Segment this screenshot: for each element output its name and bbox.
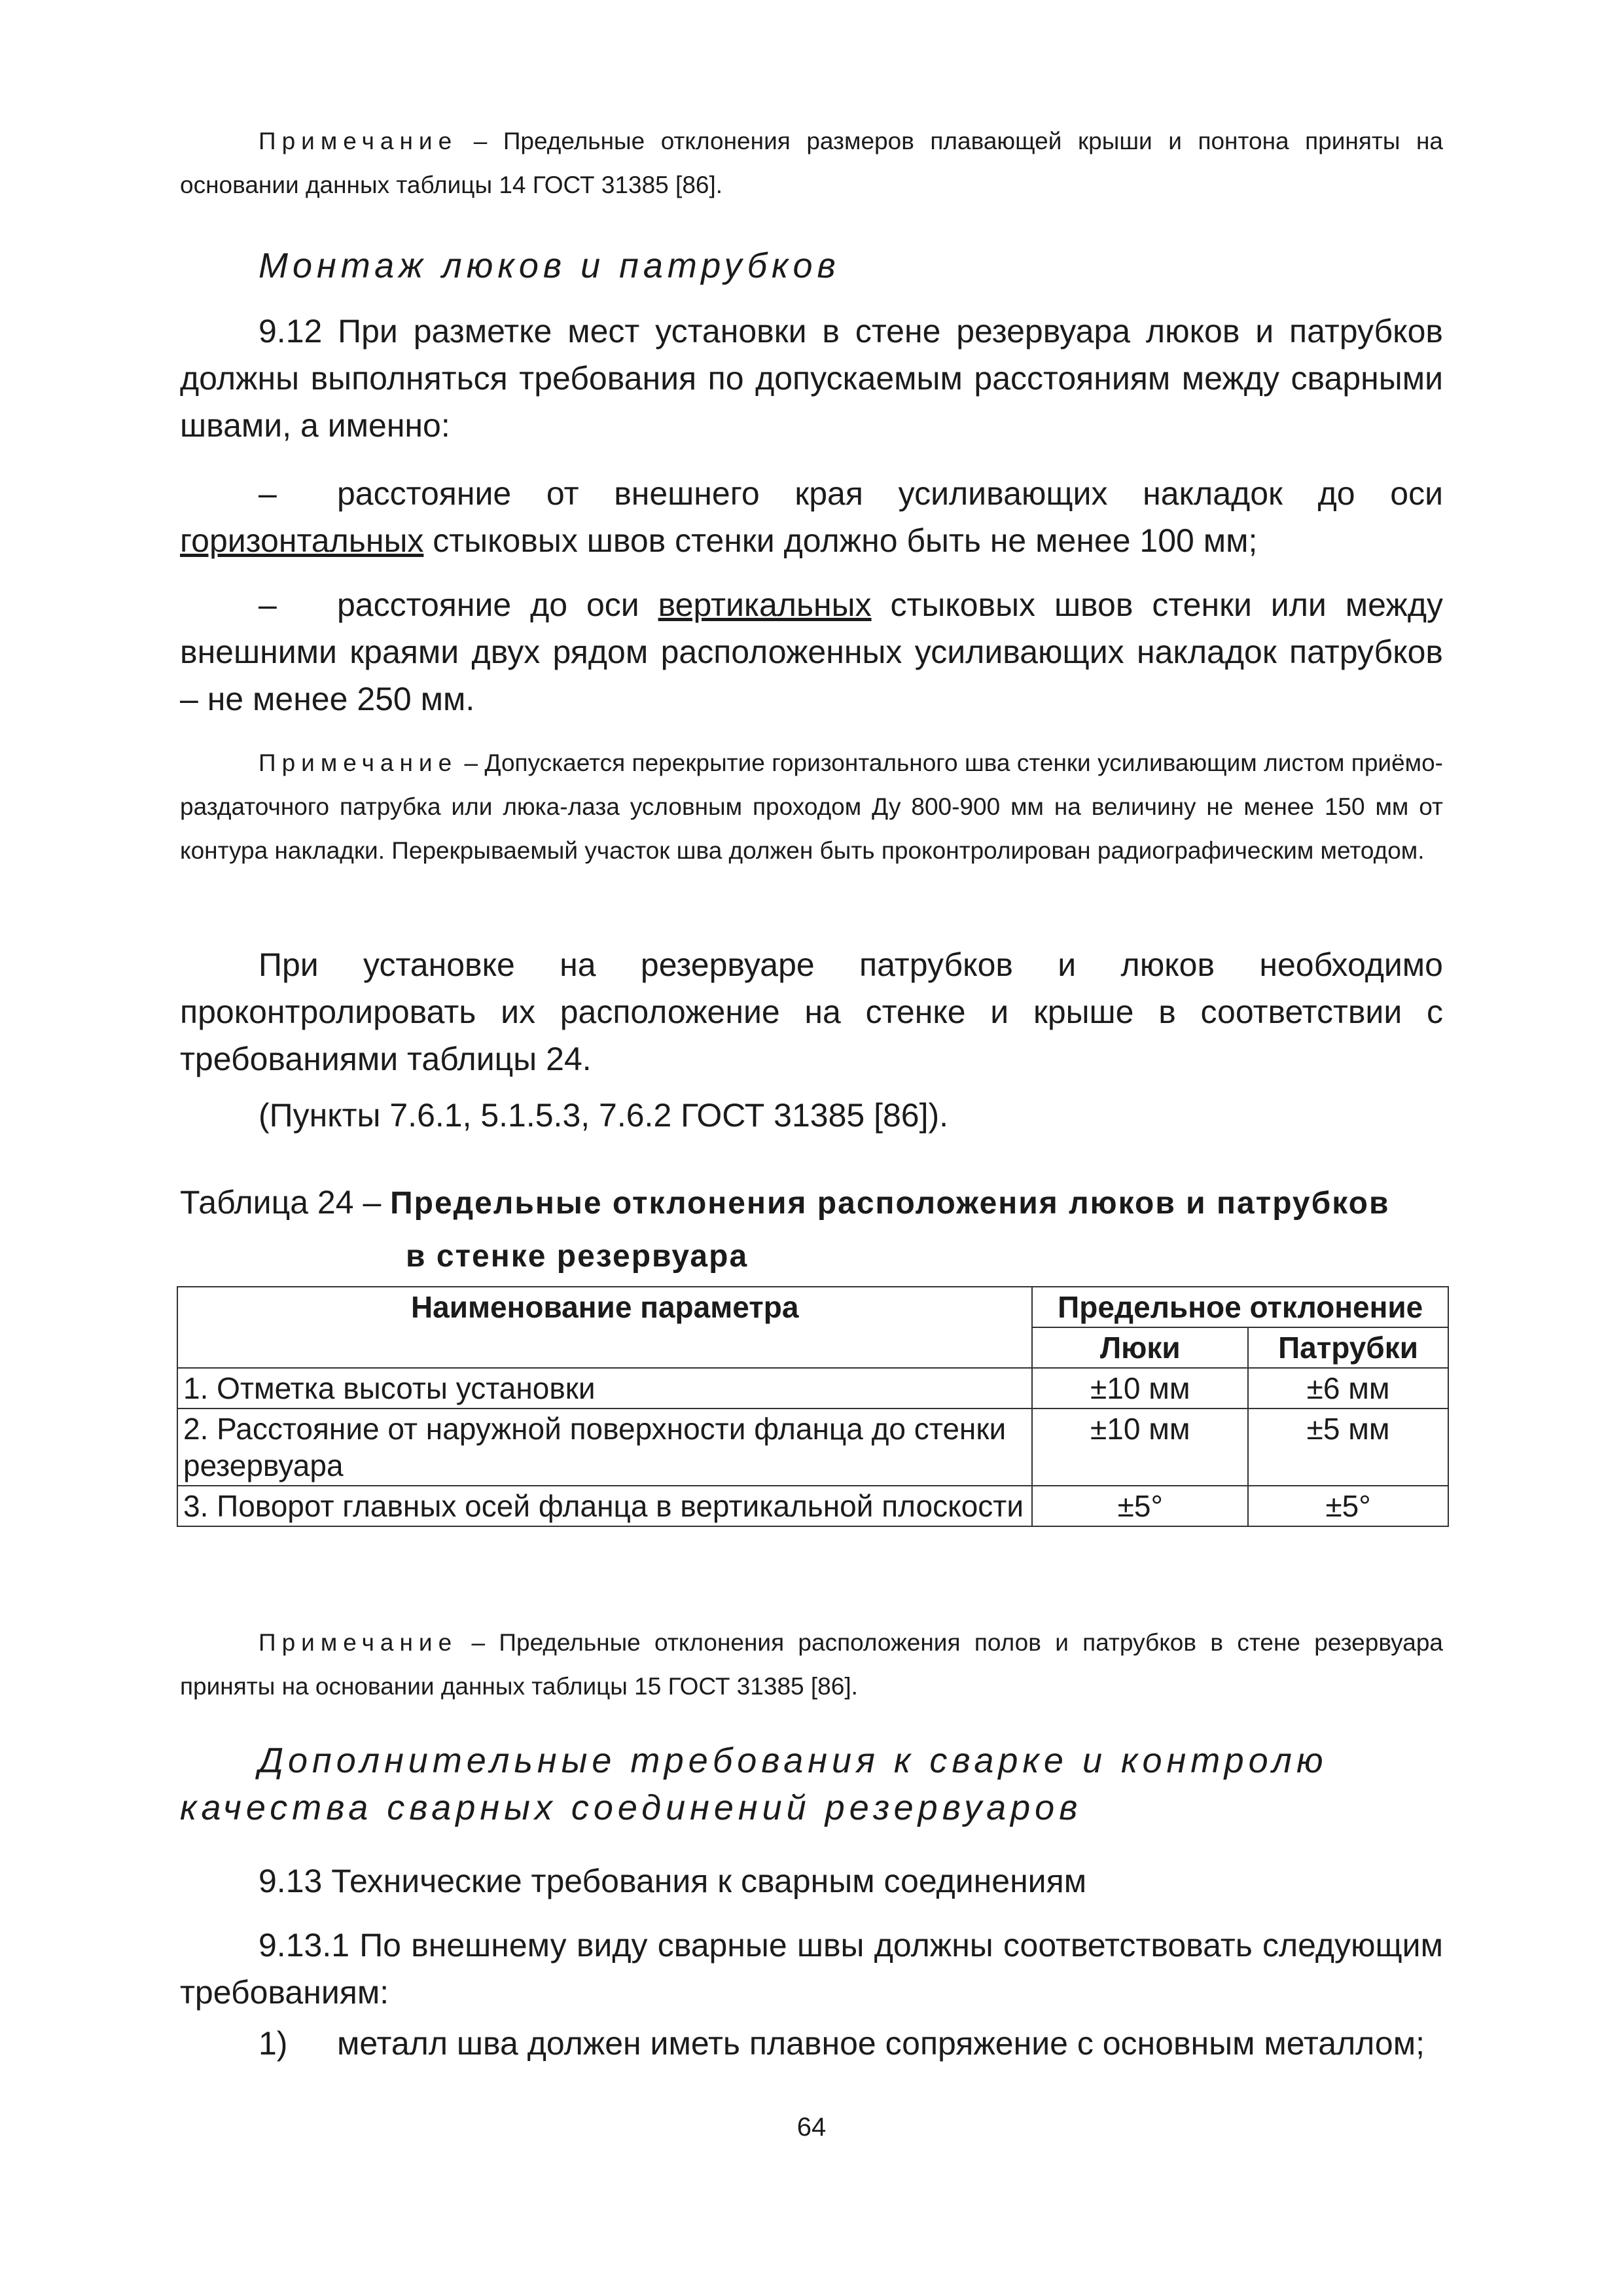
header-hatches: Люки: [1032, 1327, 1248, 1368]
cell-nozzles: ±5 мм: [1248, 1408, 1448, 1486]
header-limit-deviation: Предельное отклонение: [1032, 1287, 1448, 1327]
list-item: – расстояние от внешнего края усиливающих накладок до оси горизонтальных стыковых швов стенки должно быть не менее 100 мм;: [180, 470, 1443, 564]
paragraph-reference: (Пункты 7.6.1, 5.1.5.3, 7.6.2 ГОСТ 31385 [86]).: [259, 1097, 949, 1134]
cell-hatches: ±10 мм: [1032, 1368, 1248, 1408]
cell-hatches: ±5°: [1032, 1486, 1248, 1526]
cell-nozzles: ±5°: [1248, 1486, 1448, 1526]
dash-marker: –: [259, 586, 277, 623]
underlined-word: вертикальных: [658, 586, 872, 623]
note-plavayushchaya-krysha: [180, 119, 1443, 207]
header-parameter-name: Наименование параметра: [177, 1287, 1032, 1368]
note-text: – Допускается перекрытие горизонтального шва стенки усиливающим листом приёмо-раздаточного патрубка или люка-лаза условным проходом Ду 800-900 мм на величину не менее 150 мм от контура накладки. Перекрываемый участок шва должен быть проконтролирован радиографическим методом.: [180, 749, 1443, 864]
note-text: – Предельные отклонения расположения полов и патрубков в стене резервуара приняты на основании данных таблицы 15 ГОСТ 31385 [86].: [180, 1629, 1443, 1700]
paragraph-ustanovka: При установке на резервуаре патрубков и люков необходимо проконтролировать их расположение на стенке и крыше в соответствии с требованиями таблицы 24.: [180, 946, 1443, 1077]
section-heading-svarka: Дополнительные требования к сварке и контролю качества сварных соединений резервуаров: [180, 1741, 1328, 1827]
paragraph-9-12: 9.12 При разметке мест установки в стене резервуара люков и патрубков должны выполняться требования по допускаемым расстояниям между сварными швами, а именно:: [180, 313, 1443, 444]
list-item: [180, 2020, 1443, 2067]
cell-parameter: 3. Поворот главных осей фланца в вертикальной плоскости: [177, 1486, 1032, 1526]
paragraph-9-13: 9.13 Технические требования к сварным соединениям: [259, 1863, 1087, 1899]
table-caption: [180, 1179, 1443, 1287]
list-item-text: металл шва должен иметь плавное сопряжение с основным металлом;: [337, 2025, 1425, 2062]
note-perekrytie-shva: [180, 741, 1443, 872]
dash-marker: –: [259, 475, 277, 512]
table-caption-label: Таблица 24 –: [180, 1184, 391, 1221]
header-nozzles: Патрубки: [1248, 1327, 1448, 1368]
table-row: [177, 1408, 1448, 1486]
table-row: [177, 1486, 1448, 1526]
table-header-row: [177, 1287, 1448, 1327]
list-item: – расстояние до оси вертикальных стыковых швов стенки или между внешними краями двух рядом расположенных усиливающих накладок патрубков – не менее 250 мм.: [180, 581, 1443, 723]
underlined-word: горизонтальных: [180, 522, 424, 559]
table-caption-title: Предельные отклонения расположения люков и патрубков: [390, 1186, 1390, 1221]
cell-hatches: ±10 мм: [1032, 1408, 1248, 1486]
section-heading-montazh: Монтаж люков и патрубков: [259, 246, 840, 285]
note-label: Примечание: [259, 128, 458, 154]
paragraph-9-13-1: 9.13.1 По внешнему виду сварные швы должны соответствовать следующим требованиям:: [180, 1927, 1443, 2011]
page-number: 64: [796, 2113, 827, 2142]
cell-parameter: 1. Отметка высоты установки: [177, 1368, 1032, 1408]
note-label: Примечание: [259, 1629, 458, 1656]
table-row: [177, 1368, 1448, 1408]
list-number: 1): [259, 2025, 288, 2062]
cell-nozzles: ±6 мм: [1248, 1368, 1448, 1408]
note-text: – Предельные отклонения размеров плавающей крыши и понтона приняты на основании данных таблицы 14 ГОСТ 31385 [86].: [180, 128, 1443, 198]
note-label: Примечание: [259, 749, 458, 776]
table-caption-title-line2: в стенке резервуара: [406, 1239, 749, 1274]
note-table-source: [180, 1621, 1443, 1708]
table-24: [177, 1286, 1449, 1527]
cell-parameter: 2. Расстояние от наружной поверхности фланца до стенки резервуара: [177, 1408, 1032, 1486]
